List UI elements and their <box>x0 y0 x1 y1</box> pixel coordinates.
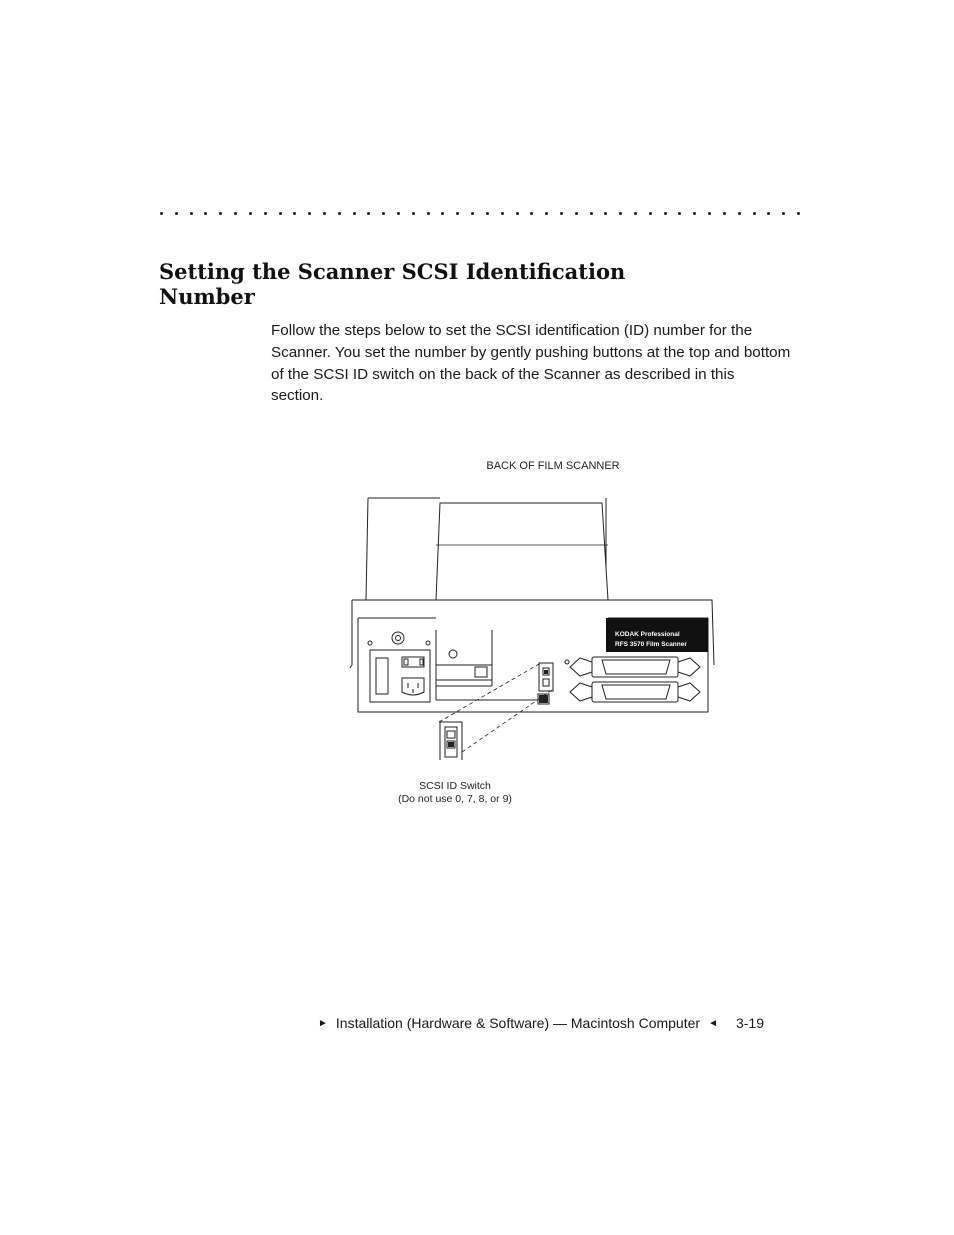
dotted-rule <box>160 203 800 223</box>
section-heading: Setting the Scanner SCSI Identification Number <box>159 259 626 309</box>
footer-right-marker-icon: ◄ <box>708 1017 718 1029</box>
intro-paragraph: Follow the steps below to set the SCSI identification (ID) number for the Scanner. You set the number by gently pushing buttons at the top and bottom of the SCSI ID switch on the back of the Scanner as described in this section. <box>271 322 791 405</box>
product-label-line2: RFS 3570 Film Scanner <box>615 641 687 648</box>
scanner-back-illustration <box>340 490 740 760</box>
page-number: 3-19 <box>735 1015 764 1031</box>
switch-caption-line1: SCSI ID Switch <box>419 780 491 792</box>
page-footer <box>318 1015 798 1031</box>
product-label-line1: KODAK Professional <box>615 631 680 638</box>
footer-title: Installation (Hardware & Software) — Macintosh Computer <box>335 1015 701 1031</box>
switch-caption <box>360 780 550 806</box>
footer-left-marker-icon: ► <box>318 1017 328 1029</box>
switch-caption-line2: (Do not use 0, 7, 8, or 9) <box>398 793 512 805</box>
figure-caption-top: BACK OF FILM SCANNER <box>486 460 620 472</box>
